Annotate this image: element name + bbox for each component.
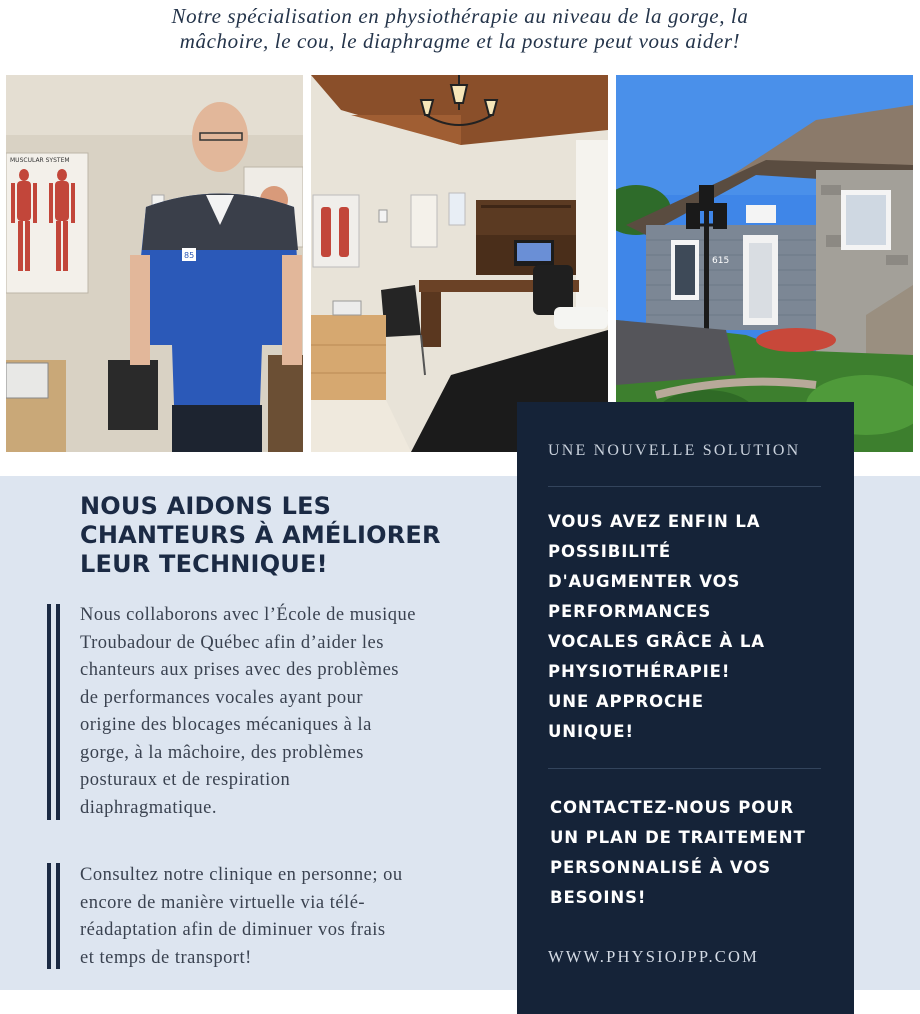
paragraph-line: chanteurs aux prises avec des problèmes [80,660,399,680]
paragraph-line: diaphragmatique. [80,797,217,818]
paragraph-line: origine des blocages mécaniques à la [80,715,372,735]
card-kicker: UNE NOUVELLE SOLUTION [548,442,801,459]
headline-line-1: NOUS AIDONS LES [80,492,332,520]
card-line: D'AUGMENTER VOS [548,572,741,591]
card-line: UN PLAN DE TRAITEMENT [550,828,806,847]
photo-clinic-exterior [616,75,913,452]
quote-bar-decoration [47,863,61,969]
card-line: UNIQUE! [548,722,634,741]
card-line: PERSONNALISÉ À VOS [550,858,772,877]
paragraph-line: gorge, à la mâchoire, des problèmes [80,742,364,763]
card-line: BESOINS! [550,888,647,907]
paragraph-line: encore de manière virtuelle via télé- [80,892,366,913]
paragraph-line: Troubadour de Québec afin d’aider les [80,632,384,653]
tagline-line-2: mâchoire, le cou, le diaphragme et la posture peut vous aider! [179,29,741,53]
consultation-paragraph [80,862,480,972]
website-url: WWW.PHYSIOJPP.COM [548,947,759,966]
card-line: PHYSIOTHÉRAPIE! [548,662,731,681]
card-contact-message [550,793,840,913]
tagline [0,4,920,54]
paragraph-line: posturaux et de respiration [80,770,291,790]
shirt-number: 85 [184,251,195,260]
photo-clinic-room [311,75,608,452]
paragraph-line: réadaptation afin de diminuer vos frais [80,920,386,940]
card-line: VOUS AVEZ ENFIN LA [548,512,761,531]
card-line: PERFORMANCES [548,602,712,621]
card-main-message [548,507,838,747]
paragraph-line: Consultez notre clinique en personne; ou [80,865,403,885]
card-line: UNE APPROCHE [548,692,704,711]
address-number: 615 [712,256,730,266]
card-divider [548,486,821,487]
card-line: POSSIBILITÉ [548,542,672,561]
card-line: VOCALES GRÂCE À LA [548,632,765,651]
poster-label: MUSCULAR SYSTEM [10,157,70,164]
collaboration-paragraph [80,602,480,822]
tagline-line-1: Notre spécialisation en physiothérapie au niveau de la gorge, la [171,4,749,28]
card-line: CONTACTEZ-NOUS POUR [550,798,795,817]
paragraph-line: Nous collaborons avec l’École de musique [80,605,416,625]
headline-line-2: CHANTEURS À AMÉLIORER [80,521,441,549]
headline-line-3: LEUR TECHNIQUE! [80,550,328,578]
card-divider [548,768,821,769]
paragraph-line: et temps de transport! [80,947,252,968]
solution-card [517,402,854,1014]
photo-therapist [6,75,303,452]
paragraph-line: de performances vocales ayant pour [80,687,364,708]
section-headline [80,492,500,579]
quote-bar-decoration [47,604,61,820]
